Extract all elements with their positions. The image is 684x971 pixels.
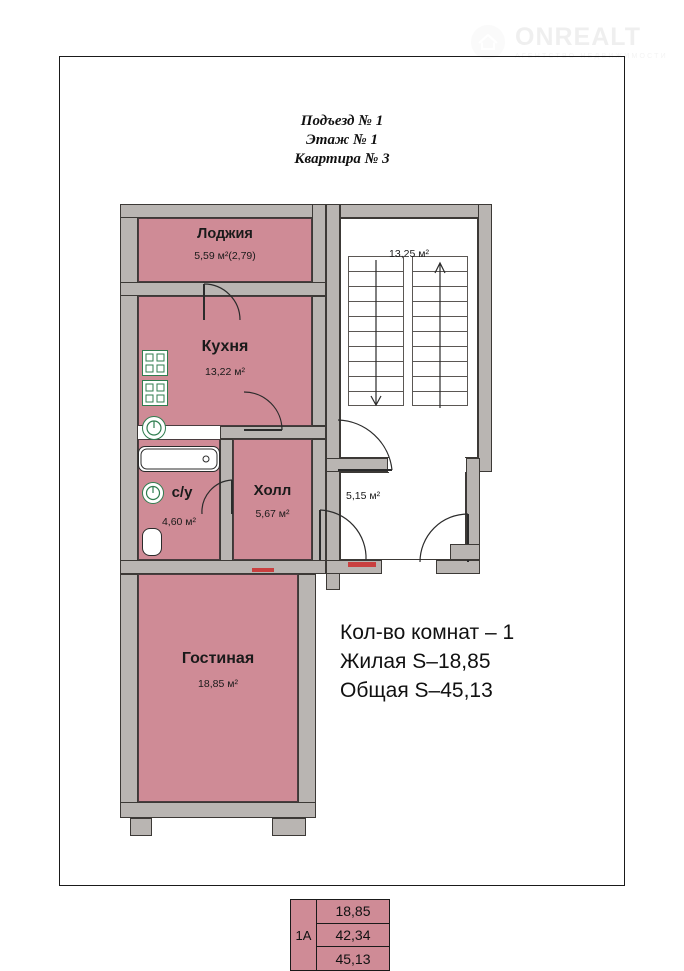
- door-corridor-stairwell: [332, 418, 396, 474]
- summary-block: [340, 618, 514, 705]
- label-hall-name: Холл: [253, 482, 292, 499]
- watermark-brand: ONREALT: [515, 22, 641, 51]
- door-loggia: [202, 282, 244, 322]
- kitchen-sink-icon: [142, 416, 166, 440]
- area-table-label: 1А: [291, 900, 317, 970]
- label-corridor-area: 5,15 м²: [346, 490, 381, 502]
- wall-stairs-right: [478, 204, 492, 472]
- door-entrance: [316, 508, 370, 564]
- door-kitchen-hall: [242, 390, 286, 432]
- bathtub-icon: [138, 446, 220, 472]
- heading-apartment: Квартира № 3: [294, 151, 390, 167]
- toilet-icon: [142, 528, 162, 556]
- label-kitchen-area: 13,22 м²: [205, 366, 245, 378]
- wall-exit-jamb: [450, 544, 480, 560]
- label-stairwell-area: 13,25 м²: [389, 248, 429, 260]
- threshold-mark: [252, 568, 274, 572]
- wall-balcony-plinth-right: [272, 818, 306, 836]
- stairs-arrow-up-icon: [432, 260, 448, 408]
- wall-left-upper: [120, 204, 138, 574]
- watermark-tagline: АГЕНТСТВО НЕДВИЖИМОСТИ: [515, 52, 668, 60]
- label-bathroom-name: с/у: [171, 484, 193, 501]
- area-table-value-useful: 42,34: [317, 923, 389, 947]
- area-table-value-living: 18,85: [335, 903, 371, 920]
- wall-top-loggia: [120, 204, 326, 218]
- seam-mask-1: [389, 457, 465, 474]
- label-loggia-name: Лоджия: [197, 226, 253, 242]
- wall-stairs-top: [340, 204, 492, 218]
- summary-living-area: Жилая S–18,85: [340, 650, 491, 673]
- wall-hall-bottom: [120, 560, 326, 574]
- area-table-value-total: 45,13: [317, 946, 389, 970]
- label-living-name: Гостиная: [181, 650, 255, 667]
- stairs-arrow-down-icon: [368, 260, 384, 408]
- label-bathroom-area: 4,60 м²: [161, 516, 197, 528]
- label-kitchen-name: Кухня: [201, 338, 249, 355]
- plan-heading: [0, 112, 684, 169]
- threshold-mark: [348, 562, 376, 567]
- summary-total-area: Общая S–45,13: [340, 679, 493, 702]
- wall-kitchen-right: [312, 296, 326, 426]
- counter-icon: [142, 380, 168, 406]
- heading-floor: Этаж № 1: [306, 132, 378, 148]
- wall-balcony-plinth-left: [130, 818, 152, 836]
- wall-living-left: [120, 574, 138, 818]
- floor-plan-drawing: [120, 190, 520, 967]
- wall-living-bottom: [120, 802, 316, 818]
- summary-rooms-count: Кол-во комнат – 1: [340, 621, 515, 644]
- label-hall-area: 5,67 м²: [255, 508, 290, 520]
- label-living-area: 18,85 м²: [198, 678, 238, 690]
- heading-entrance: Подъезд № 1: [300, 113, 384, 129]
- room-hall: [233, 439, 312, 560]
- wall-living-right: [298, 574, 316, 818]
- label-loggia-area: 5,59 м²(2,79): [194, 250, 256, 262]
